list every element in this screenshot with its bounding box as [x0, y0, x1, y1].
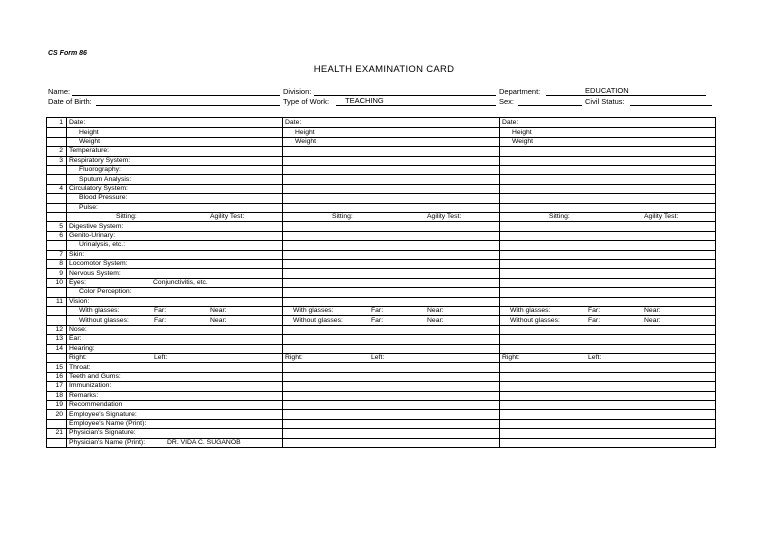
row-number: 21 — [55, 429, 63, 437]
row-number: 16 — [55, 373, 63, 380]
vision-far-label: Far: — [588, 316, 601, 324]
row-label: Height — [79, 128, 99, 136]
row-label: Ear: — [69, 335, 82, 343]
row-number: 8 — [59, 260, 63, 268]
row-divider — [47, 203, 715, 204]
type-of-work-value: TEACHING — [345, 96, 384, 105]
row-number: 17 — [55, 382, 63, 390]
row-label-col2: Without glasses: — [293, 316, 343, 324]
row-label: Right: — [69, 354, 87, 362]
row-number: 1 — [59, 119, 63, 127]
row-label-col2: Sitting: — [332, 213, 353, 221]
row-divider — [47, 137, 715, 138]
row-label: Remarks: — [69, 391, 99, 399]
row-divider — [47, 409, 715, 410]
row-label-col3: Without glasses: — [510, 316, 560, 324]
row-number: 18 — [55, 391, 63, 399]
vision-near-label: Near: — [644, 316, 661, 324]
page-title: HEALTH EXAMINATION CARD — [313, 64, 455, 75]
row-label: Pulse: — [79, 203, 98, 211]
row-divider — [47, 381, 715, 382]
division-field[interactable] — [314, 95, 496, 96]
row-label: Sitting: — [116, 213, 137, 221]
division-label: Division: — [283, 87, 312, 96]
vision-far-label: Far: — [371, 316, 384, 324]
row-label: Immunization: — [69, 382, 112, 390]
conjunctivitis-label: Conjunctivitis, etc. — [153, 279, 208, 286]
row-number: 5 — [59, 222, 63, 230]
row-label: Employee's Name (Print): — [69, 420, 147, 427]
row-label: With glasses: — [79, 307, 120, 315]
row-number: 13 — [55, 335, 63, 343]
row-divider — [47, 212, 715, 213]
row-label: Eyes: — [69, 279, 86, 286]
row-number: 12 — [55, 326, 63, 333]
row-number: 3 — [59, 156, 63, 164]
row-label: Color Perception: — [79, 288, 132, 296]
row-number: 9 — [59, 269, 63, 277]
row-label-col2: Right: — [285, 354, 303, 362]
civil-status-field[interactable] — [630, 105, 712, 106]
row-label-col3: Right: — [502, 354, 520, 362]
column-divider — [282, 118, 283, 447]
row-divider — [47, 334, 715, 335]
row-label-col3: Date: — [502, 119, 519, 127]
row-label: Blood Pressure: — [79, 194, 128, 202]
examination-table — [46, 117, 716, 448]
row-label-col2: Weight — [295, 138, 317, 145]
row-divider — [47, 174, 715, 175]
row-divider — [47, 287, 715, 288]
row-divider — [47, 325, 715, 326]
row-divider — [47, 268, 715, 269]
row-divider — [47, 184, 715, 185]
row-divider — [47, 231, 715, 232]
row-divider — [47, 344, 715, 345]
row-label: Nervous System: — [69, 269, 121, 277]
civil-status-label: Civil Status: — [585, 97, 625, 106]
row-divider — [47, 438, 715, 439]
row-number: 19 — [55, 401, 63, 409]
vision-near-label: Near: — [427, 307, 444, 315]
row-divider — [47, 259, 715, 260]
row-divider — [47, 127, 715, 128]
vision-near-label: Near: — [210, 316, 227, 324]
row-number: 11 — [55, 297, 63, 305]
vision-far-label: Far: — [154, 307, 167, 315]
row-label2-col3: Agility Test: — [644, 213, 679, 221]
row-divider — [47, 156, 715, 157]
row-label-col2: Date: — [285, 119, 302, 127]
row-divider — [47, 193, 715, 194]
row-label: Employee's Signature: — [69, 410, 137, 418]
sex-label: Sex: — [499, 97, 515, 106]
row-label2-col2: Left: — [371, 354, 385, 362]
row-label-col3: With glasses: — [510, 307, 551, 315]
department-value: EDUCATION — [585, 86, 629, 95]
row-divider — [47, 278, 715, 279]
name-field[interactable] — [72, 95, 280, 96]
row-number: 7 — [59, 250, 63, 258]
row-label: Genito-Urinary: — [69, 232, 116, 239]
department-field[interactable] — [546, 95, 706, 96]
row-divider — [47, 240, 715, 241]
department-label: Department: — [499, 87, 541, 96]
row-number: 14 — [55, 344, 63, 352]
row-number: 15 — [55, 363, 63, 371]
row-label2-col2: Agility Test: — [427, 213, 462, 221]
row-label-col2: With glasses: — [293, 307, 334, 315]
vision-far-label: Far: — [588, 307, 601, 315]
row-label: Sputum Analysis: — [79, 175, 132, 183]
vision-near-label: Near: — [427, 316, 444, 324]
row-label: Locomotor System: — [69, 260, 128, 268]
row-label: Weight — [79, 138, 101, 145]
dob-field[interactable] — [96, 105, 280, 106]
row-label-col3: Weight — [512, 138, 534, 145]
hearing-left-label: Left: — [154, 354, 168, 362]
row-label: Nose: — [69, 326, 87, 333]
vision-far-label: Far: — [371, 307, 384, 315]
row-label-col3: Height — [512, 128, 532, 136]
row-divider — [47, 165, 715, 166]
row-label: Skin: — [69, 250, 85, 258]
row-label: Respiratory System: — [69, 156, 131, 164]
row-label2-col3: Left: — [588, 354, 602, 362]
row-label-col2: Height — [295, 128, 315, 136]
row-label: Recommendation — [69, 401, 123, 409]
row-number: 6 — [59, 232, 63, 239]
row-label: Circulatory System: — [69, 185, 128, 192]
row-divider — [47, 372, 715, 373]
row-label: Physician's Signature: — [69, 429, 136, 437]
column-divider — [499, 118, 500, 447]
row-divider — [47, 428, 715, 429]
vision-near-label: Near: — [210, 307, 227, 315]
row-label: Without glasses: — [79, 316, 129, 324]
row-label: Hearing: — [69, 344, 95, 352]
physician-name-value: DR. VIDA C. SUGANOB — [167, 438, 241, 446]
vision-far-label: Far: — [154, 316, 167, 324]
row-divider — [47, 419, 715, 420]
row-number: 10 — [55, 279, 63, 286]
row-label: Physician's Name (Print): — [69, 438, 146, 446]
vision-near-label: Near: — [644, 307, 661, 315]
row-label: Digestive System: — [69, 222, 124, 230]
row-label: Date: — [69, 119, 86, 127]
row-label: Vision: — [69, 297, 90, 305]
type-of-work-field[interactable] — [336, 105, 496, 106]
row-divider — [47, 362, 715, 363]
row-divider — [47, 391, 715, 392]
row-number: 4 — [59, 185, 63, 192]
row-label-col3: Sitting: — [549, 213, 570, 221]
row-divider — [47, 400, 715, 401]
sex-field[interactable] — [518, 105, 582, 106]
row-number: 20 — [55, 410, 63, 418]
row-divider — [47, 297, 715, 298]
row-label: Throat: — [69, 363, 91, 371]
row-label: Fluorography: — [79, 166, 121, 174]
name-label: Name: — [48, 87, 71, 96]
dob-label: Date of Birth: — [48, 97, 92, 106]
agility-test-label: Agility Test: — [210, 213, 245, 221]
row-number: 2 — [59, 147, 63, 155]
row-label: Teeth and Gums: — [69, 373, 121, 380]
column-divider — [66, 118, 67, 447]
type-of-work-label: Type of Work: — [283, 97, 330, 106]
row-divider — [47, 146, 715, 147]
row-label: Urinalysis, etc.: — [79, 241, 126, 249]
row-label: Temperature: — [69, 147, 110, 155]
row-divider — [47, 250, 715, 251]
row-divider — [47, 221, 715, 222]
form-number: CS Form 86 — [48, 50, 87, 57]
